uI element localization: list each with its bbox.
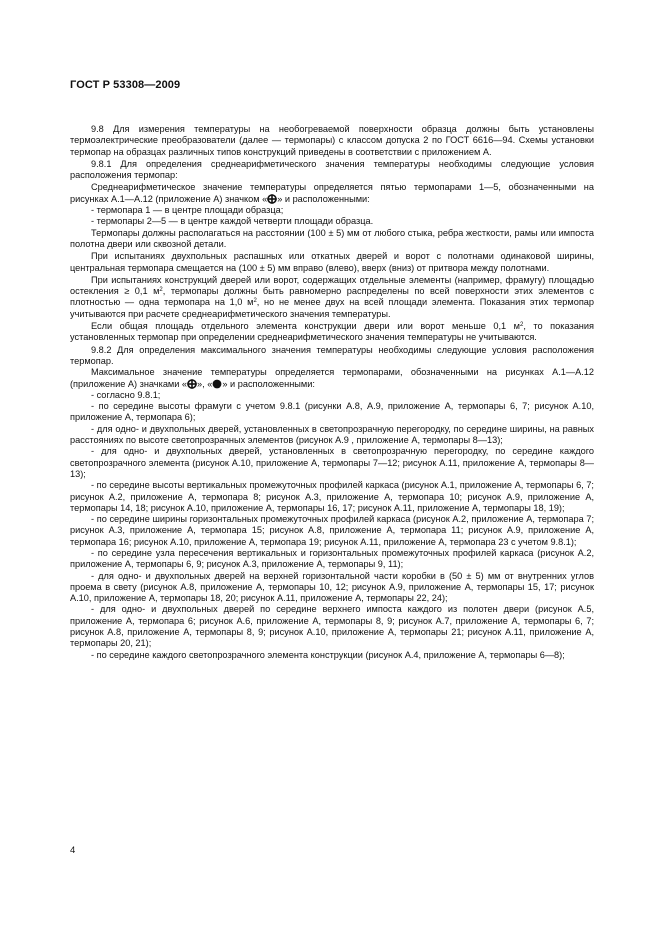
text-run: », « <box>197 378 213 389</box>
list-item: - для одно- и двухпольных дверей, установленных в светопрозрачную перегородку, по середине каждого светопрозрачного элемента (рисунок А.10, приложение А, термопары 7—12; рисунок А.11, приложение А, термопары 8—13); <box>70 446 594 479</box>
page-number: 4 <box>70 845 76 856</box>
list-item: - для одно- и двухпольных дверей на верхней горизонтальной части коробки в (50 ± 5) мм от внутренних углов проема в свету (рисунок А.8, приложение А, термопары 10, 12; рисунок А.9, приложение А, термопары 15, 17; рисунок А.10, приложение А, термопары 18, 20; рисунок А.11, приложение А, термопары 22, 24); <box>70 570 594 604</box>
paragraph-spacing: Термопары должны располагаться на расстоянии (100 ± 5) мм от любого стыка, ребра жесткости, рамы или импоста полотна двери или сквозной детали. <box>70 227 594 249</box>
text-run: , термопары должны быть равномерно распределены по всей поверхности этих элементов с плотностью — одна термопара на 1,0 м <box>70 286 594 308</box>
list-item: - для одно- и двухпольных дверей, установленных в светопрозрачную перегородку, по середине ширины, на равных расстояниях по высоте светопрозрачных элементов (рисунок А.9 , приложение А, термопары 8—13); <box>70 423 594 446</box>
paragraph-9-8-2: 9.8.2 Для определения максимального значения температуры необходимы следующие условия расположения термопар. <box>70 344 594 366</box>
paragraph-9-8: 9.8 Для измерения температуры на необогреваемой поверхности образца должны быть установлены термоэлектрические преобразователи (далее — термопары) с классом допуска 2 по ГОСТ 6616—94. Схемы установки термопар на образцах различных типов конструкций приведены в соответствии с приложением А. <box>70 124 594 157</box>
text-run: , но не менее двух на всей площади элемента. Показания этих термопар учитываются при расчете среднеарифметического значения температуры. <box>70 297 595 319</box>
text-run: Если общая площадь отдельного элемента конструкции двери или ворот меньше 0,1 м <box>91 321 520 332</box>
filled-circle-icon <box>212 379 222 389</box>
list-item: - для одно- и двухпольных дверей по середине верхнего импоста каждого из полотен двери (рисунок А.5, приложение А, термопара 6; рисунок А.6, приложение А, термопары 8, 9; рисунок А.7, приложение А, термопары 6, 7; рисунок А.8, приложение А, термопары 8, 9; рисунок А.10, приложение А, термопары 21; рисунок А.11, приложение А, термопары 20, 21); <box>70 604 594 649</box>
crossed-circle-icon <box>267 194 277 204</box>
list-item: - по середине высоты вертикальных промежуточных профилей каркаса (рисунок А.1, приложение А, термопары 6, 7; рисунок А.2, приложение А, термопара 8; рисунок А.3, приложение А, термопара 10; рисунок А.9, приложение А, термопары 14, 18; рисунок А.10, приложение А, термопары 16, 17; рисунок А.11, приложение А, термопары 18, 19); <box>70 480 594 513</box>
document-header: ГОСТ Р 53308—2009 <box>70 79 181 91</box>
text-run: » и расположенными: <box>277 193 370 204</box>
list-item: - по середине высоты фрамуги с учетом 9.8.1 (рисунки А.8, А.9, приложение А, термопары 6, 7; рисунок А.10, приложение А, термопара 6); <box>70 401 594 423</box>
text-run: При испытаниях конструкций дверей или ворот, содержащих отдельные элементы (например, фрамугу) площадью остекления ≥ 0,1 м <box>70 274 594 297</box>
list-item: - по середине каждого светопрозрачного элемента конструкции (рисунок А.4, приложение А, термопары 6—8); <box>91 649 565 660</box>
paragraph-average-definition <box>70 182 594 205</box>
paragraph-two-leaf-doors: При испытаниях двухпольных распашных или откатных дверей и ворот с полотнами одинаковой ширины, центральная термопара смещается на (100 ± 5) мм вправо (влево), вверх (вниз) от притвора между полотнами. <box>70 251 594 273</box>
text-run: , то показания установленных термопар при определении среднеарифметического значения температуры не учитываются. <box>70 321 594 343</box>
paragraph-9-8-1: 9.8.1 Для определения среднеарифметического значения температуры необходимы следующие условия расположения термопар: <box>70 158 594 181</box>
document-body <box>70 124 594 661</box>
superscript: 2 <box>519 322 524 329</box>
text-run: Максимальное значение температуры определяется термопарами, обозначенными на рисунках А.1—А.12 (приложение А) значками « <box>70 367 594 389</box>
superscript: 2 <box>253 298 257 305</box>
paragraph-glazed-elements <box>70 275 594 320</box>
text-run: Среднеарифметическое значение температуры определяется пятью термопарами 1—5, обозначенными на рисунках А.1—А.12 (приложение А) значком « <box>70 182 594 204</box>
list-item: - по середине ширины горизонтальных промежуточных профилей каркаса (рисунок А.2, приложение А, термопара 7; рисунок А.3, приложение А, термопара 15; рисунок А.8, приложение А, термопара 11; рисунок А.9, приложение А, термопара 16; рисунок А.10, приложение А, термопара 19; рисунок А.11, приложение А, термопара 23 с учетом 9.8.1); <box>70 514 594 547</box>
text-run: » и расположенными: <box>222 378 315 389</box>
list-item: - по середине узла пересечения вертикальных и горизонтальных промежуточных профилей каркаса (рисунок А.2, приложение А, термопары 6, 9; рисунок А.3, приложение А, термопары 9, 11); <box>70 547 594 570</box>
list-item: - согласно 9.8.1; <box>91 389 161 400</box>
paragraph-small-area <box>70 321 594 344</box>
list-item: - термопары 2—5 — в центре каждой четверти площади образца. <box>91 216 374 227</box>
crossed-circle-icon <box>187 379 197 389</box>
paragraph-max-definition <box>70 367 594 390</box>
superscript: 2 <box>159 287 163 294</box>
list-item: - термопара 1 — в центре площади образца; <box>91 205 284 216</box>
